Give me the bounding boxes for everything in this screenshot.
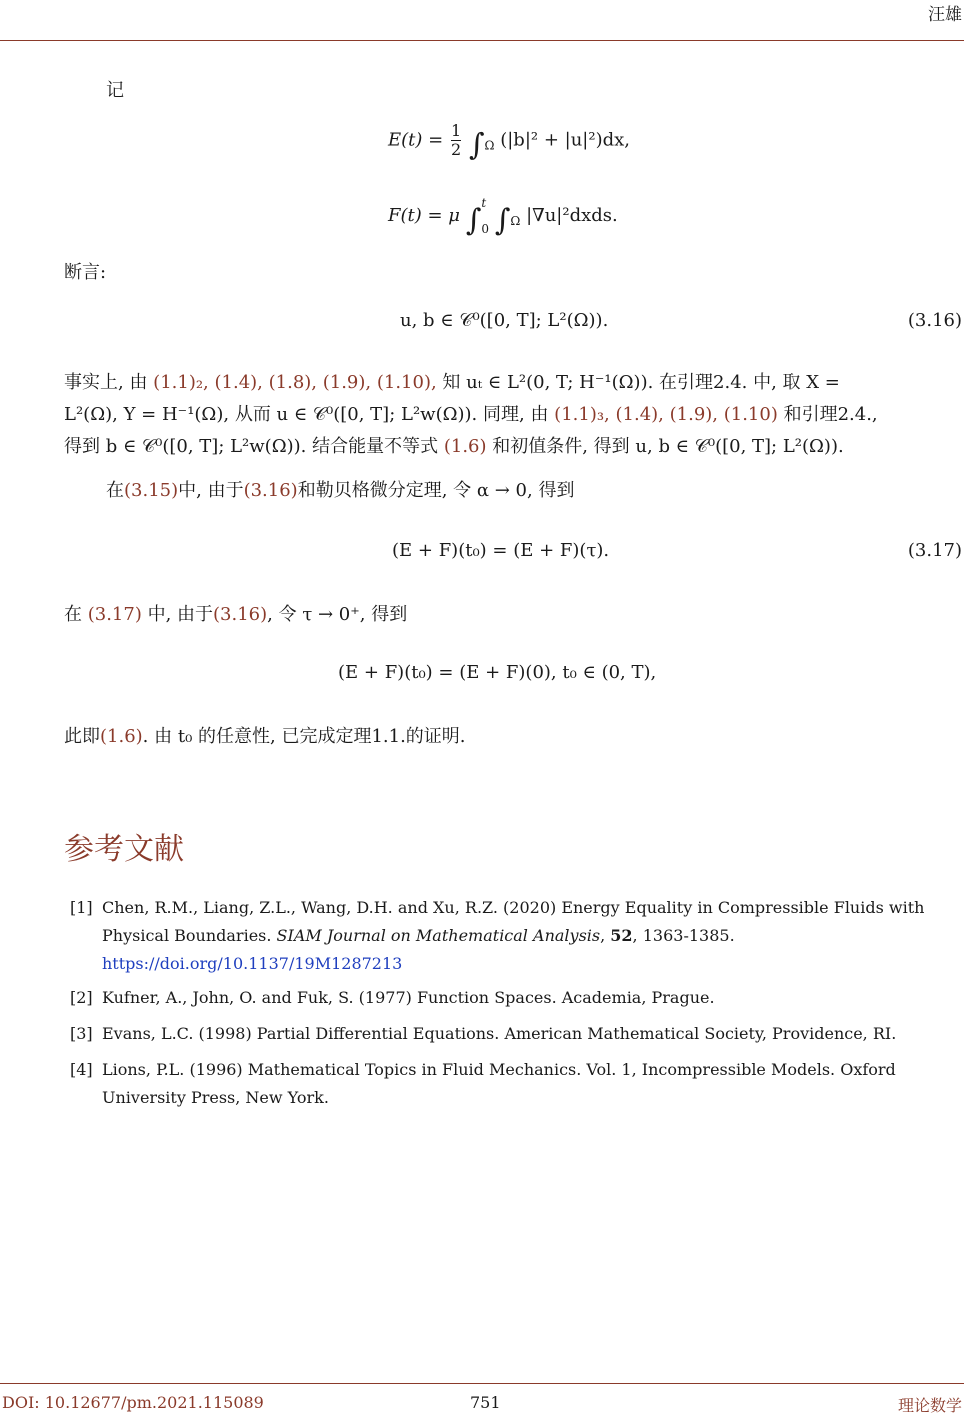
running-header-author: 汪雄 — [928, 5, 962, 25]
equation-ref-link[interactable]: (3.15) — [124, 480, 179, 501]
equation-F-definition — [388, 190, 618, 242]
eq-E-frac-den: 2 — [450, 140, 462, 159]
text-fragment: L²(Ω), Y = H⁻¹(Ω), 从而 u ∈ 𝒞⁰([0, T]; L²w(Ω)). 同理, 由 — [64, 404, 555, 425]
text-fragment: 中, 由于 — [178, 480, 244, 501]
eq-E-frac-num: 1 — [450, 121, 462, 140]
equation-ref-link[interactable]: (3.17) — [87, 604, 142, 625]
equation-3-17: (E + F)(t₀) = (E + F)(τ). — [392, 540, 610, 561]
reference-text: , — [600, 926, 611, 945]
equation-ref-link[interactable]: (1.6) — [443, 436, 487, 457]
reference-item — [70, 894, 964, 978]
equation-number-3-16: (3.16) — [907, 310, 962, 331]
eq-F-domain: Ω — [510, 214, 521, 228]
text-fragment: , 令 τ → 0⁺, 得到 — [267, 604, 408, 625]
eq-F-rhs: |∇u|²dxds. — [526, 205, 618, 226]
footer-doi-link[interactable]: DOI: 10.12677/pm.2021.115089 — [2, 1393, 264, 1412]
reference-item — [70, 1056, 964, 1112]
reference-index: [3] — [70, 1024, 93, 1043]
reference-body: Lions, P.L. (1996) Mathematical Topics in Fluid Mechanics. Vol. 1, Incompressible Models. Oxford University Press, New York. — [102, 1060, 896, 1107]
header-divider — [0, 40, 964, 41]
equation-ref-link[interactable]: (3.16) — [243, 480, 298, 501]
reference-text: Chen, R.M., Liang, Z.L., Wang, D.H. and Xu, R.Z. (2020) Energy Equality in Compressible Fluids with Physical Boundaries. — [102, 898, 925, 945]
paragraph-1-line-3 — [64, 432, 844, 458]
reference-body: Kufner, A., John, O. and Fuk, S. (1977) Function Spaces. Academia, Prague. — [102, 988, 715, 1007]
reference-index: [1] — [70, 898, 93, 917]
reference-body: Evans, L.C. (1998) Partial Differential Equations. American Mathematical Society, Providence, RI. — [102, 1024, 897, 1043]
text-fragment: 得到 b ∈ 𝒞⁰([0, T]; L²w(Ω)). 结合能量不等式 — [64, 436, 444, 457]
text-fragment: 此即 — [64, 726, 100, 747]
reference-volume: 52 — [610, 926, 633, 945]
paragraph-3 — [64, 600, 407, 626]
footer-journal-name: 理论数学 — [897, 1396, 962, 1415]
eq-F-upper: t — [481, 196, 487, 210]
reference-index: [2] — [70, 988, 93, 1007]
claim-label: 断言: — [64, 262, 107, 283]
equation-3-16: u, b ∈ 𝒞⁰([0, T]; L²(Ω)). — [400, 310, 609, 331]
footer-divider — [0, 1383, 964, 1384]
eq-E-rhs: (|b|² + |u|²)dx, — [500, 129, 630, 151]
paragraph-2 — [106, 476, 574, 502]
eq-F-limits — [481, 190, 489, 242]
intro-word: 记 — [106, 80, 124, 101]
reference-item — [70, 1020, 964, 1048]
text-fragment: 在 — [106, 480, 124, 501]
reference-journal: SIAM Journal on Mathematical Analysis — [276, 926, 601, 945]
integral-sign: ∫ — [468, 127, 485, 163]
text-fragment: 和勒贝格微分定理, 令 α → 0, 得到 — [297, 480, 575, 501]
text-fragment: 和初值条件, 得到 u, b ∈ 𝒞⁰([0, T]; L²(Ω)). — [486, 436, 844, 457]
eq-F-lhs: F(t) = μ — [388, 205, 460, 226]
paragraph-1-line-1 — [64, 368, 840, 394]
conclusion — [64, 722, 466, 748]
eq-E-lhs: E(t) = — [388, 129, 444, 151]
reference-index: [4] — [70, 1060, 93, 1079]
reference-doi-link[interactable]: https://doi.org/10.1137/19M1287213 — [102, 954, 403, 973]
reference-item — [70, 984, 964, 1012]
text-fragment: 在 — [64, 604, 88, 625]
page-number: 751 — [470, 1393, 501, 1412]
text-fragment: . 由 t₀ 的任意性, 已完成定理1.1.的证明. — [142, 726, 466, 747]
paragraph-1-line-2 — [64, 400, 878, 426]
text-fragment: 中, 由于 — [141, 604, 214, 625]
equation-ref-link[interactable]: (1.6) — [100, 726, 143, 747]
references-title: 参考文献 — [64, 832, 184, 867]
text-fragment: 和引理2.4., — [777, 404, 878, 425]
text-fragment: 知 uₜ ∈ L²(0, T; H⁻¹(Ω)). 在引理2.4. 中, 取 X = — [436, 372, 840, 393]
reference-text: , 1363-1385. — [632, 926, 735, 945]
equation-number-3-17: (3.17) — [907, 540, 962, 561]
equation-refs-link[interactable]: (1.1)₂, (1.4), (1.8), (1.9), (1.10), — [153, 372, 437, 393]
eq-E-domain: Ω — [484, 138, 495, 153]
eq-F-lower: 0 — [481, 222, 490, 236]
equation-final: (E + F)(t₀) = (E + F)(0), t₀ ∈ (0, T), — [338, 662, 657, 683]
reference-body — [102, 894, 964, 978]
equation-E-definition — [388, 121, 630, 163]
equation-ref-link[interactable]: (3.16) — [213, 604, 268, 625]
integral-sign: ∫ — [465, 203, 482, 238]
text-fragment: 事实上, 由 — [64, 372, 154, 393]
integral-sign: ∫ — [494, 203, 511, 238]
eq-E-fraction — [451, 122, 461, 159]
equation-refs-link[interactable]: (1.1)₃, (1.4), (1.9), (1.10) — [554, 404, 778, 425]
